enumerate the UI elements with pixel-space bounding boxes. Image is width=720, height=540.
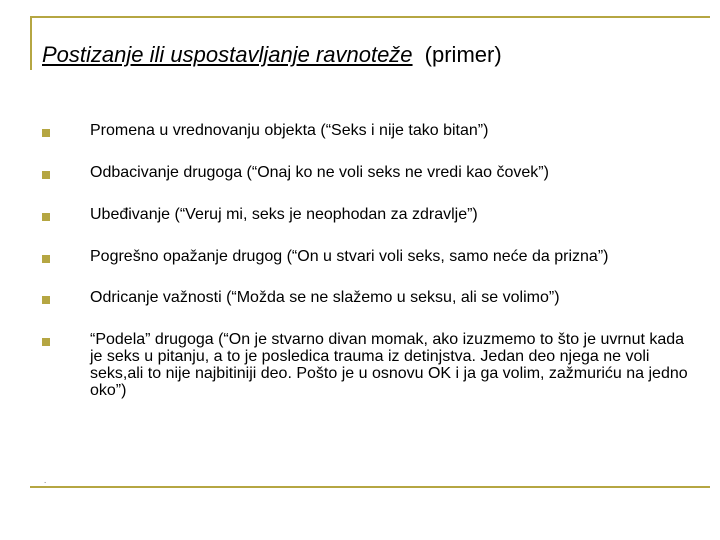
square-bullet-icon (42, 129, 50, 137)
bullet-text: “Podela” drugoga (“On je stvarno divan momak, ako izuzmemo to što je uvrnut kada je seks u pitanju, a to je posledica trauma iz detinjstva. Jedan deo njega ne voli seks,ali to nije najbitiniji deo. Pošto je u osnovu OK i ja ga volim, zažmuriću na jedno oko”) (90, 331, 688, 399)
slide-title-text: Postizanje ili uspostavljanje ravnoteže (42, 42, 413, 67)
bullet-text: Odricanje važnosti (“Možda se ne slažemo u seksu, ali se volimo”) (90, 289, 560, 306)
slide-subtitle: (primer) (424, 42, 502, 67)
bullet-item (42, 206, 692, 223)
bullet-list (42, 122, 692, 399)
square-bullet-icon (42, 296, 50, 304)
bullet-item (42, 164, 692, 181)
footer-mark: . (44, 476, 47, 485)
bullet-item (42, 122, 692, 139)
square-bullet-icon (42, 213, 50, 221)
square-bullet-icon (42, 255, 50, 263)
bullet-text: Odbacivanje drugoga (“Onaj ko ne voli seks ne vredi kao čovek”) (90, 164, 549, 181)
bullet-text: Ubeđivanje (“Veruj mi, seks je neophodan za zdravlje”) (90, 206, 478, 223)
slide-title (42, 40, 702, 70)
square-bullet-icon (42, 171, 50, 179)
square-bullet-icon (42, 338, 50, 346)
bullet-text: Pogrešno opažanje drugog (“On u stvari voli seks, samo neće da prizna”) (90, 248, 609, 265)
bullet-item (42, 289, 692, 306)
decorative-vertical-line (30, 16, 32, 70)
decorative-bottom-line (30, 486, 710, 488)
decorative-top-line (30, 16, 710, 18)
bullet-text: Promena u vrednovanju objekta (“Seks i nije tako bitan”) (90, 122, 489, 139)
bullet-item (42, 248, 692, 265)
bullet-item (42, 331, 692, 399)
